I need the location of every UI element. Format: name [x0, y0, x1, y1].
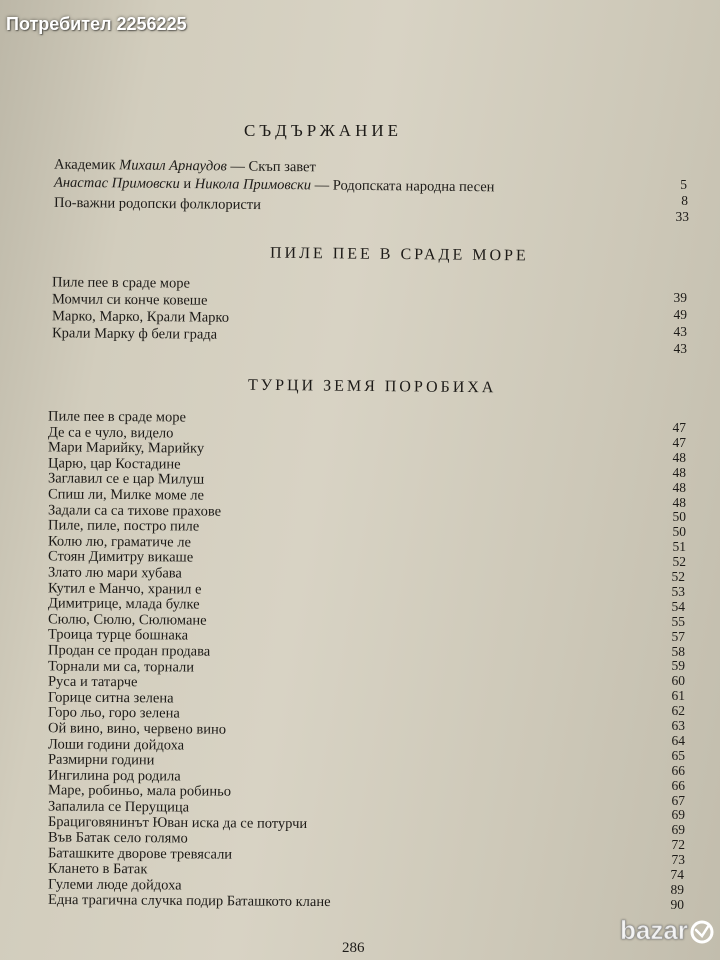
- page-ref: 66: [671, 777, 685, 793]
- page-ref: 60: [671, 673, 685, 689]
- logo-text: bazar: [620, 915, 688, 945]
- page-ref: 58: [671, 643, 685, 659]
- page-ref: 65: [671, 747, 685, 763]
- page-number: 286: [342, 940, 365, 956]
- page-ref: 43: [673, 341, 687, 356]
- song-title: Злато лю мари хубава: [47, 564, 182, 582]
- song-title: Де са е чуло, видело: [47, 424, 174, 442]
- song-title: Размирни години: [47, 751, 155, 769]
- song-title: Запалила се Перущица: [47, 798, 190, 816]
- page-ref: 89: [670, 881, 684, 897]
- page-ref: 48: [672, 494, 686, 510]
- song-title: Марко, Марко, Крали Марко: [51, 308, 230, 326]
- song-title: Спиш ли, Милке моме ле: [47, 486, 204, 504]
- song-title: Пиле пее в сраде море: [51, 274, 191, 292]
- page-ref: 72: [671, 837, 685, 853]
- page-ref: 33: [675, 209, 689, 224]
- song-title: Момчил си конче ковеше: [51, 291, 208, 309]
- entry-text: Академик: [53, 156, 120, 174]
- author-name: Михаил Арнаудов: [119, 157, 227, 175]
- seller-banner: Потребител 2256225: [6, 14, 187, 34]
- author-name: Никола Примовски: [194, 176, 312, 194]
- song-title: Руса и татарче: [47, 673, 138, 691]
- front-entry: [54, 176, 495, 196]
- page-ref: 50: [672, 509, 686, 525]
- song-title: Крали Марку ф бели града: [51, 325, 218, 343]
- page-ref: 57: [671, 628, 685, 644]
- page-ref: 90: [670, 896, 684, 912]
- song-title: Сюлю, Сюлю, Сюлюмане: [47, 611, 207, 629]
- song-title: Колю лю, граматиче ле: [47, 533, 191, 551]
- song-title: Лоши години дойдоха: [47, 736, 185, 754]
- page-ref: 74: [670, 867, 684, 882]
- song-title: Димитрице, млада булке: [47, 595, 200, 613]
- song-title: Стоян Димитру викаше: [47, 548, 194, 566]
- page-ref: 52: [671, 569, 685, 584]
- page-ref: 69: [671, 807, 685, 823]
- page-ref: 53: [671, 583, 685, 599]
- page-ref: 49: [673, 307, 687, 322]
- song-title: Баташките дворове тревясали: [47, 845, 233, 863]
- entry-text: и: [179, 176, 195, 193]
- song-title: Клането в Батак: [47, 861, 148, 878]
- song-title: Брациговянинът Юван иска да се потурчи: [47, 813, 308, 832]
- bazar-logo: [616, 908, 716, 952]
- contents-title: СЪДЪРЖАНИЕ: [244, 121, 403, 140]
- page-ref: 63: [671, 718, 685, 733]
- page-ref: 54: [671, 598, 685, 614]
- song-title: Продан се продан продава: [47, 642, 211, 660]
- page-ref: 51: [672, 539, 686, 555]
- song-title: Ой вино, вино, червено вино: [47, 720, 227, 738]
- author-name: Анастас Примовски: [53, 174, 180, 193]
- page-ref: 48: [672, 449, 686, 465]
- song-title: Горице ситна зелена: [47, 689, 174, 707]
- page-ref: 52: [672, 554, 686, 570]
- song-title: Троица турце бошнака: [47, 626, 189, 644]
- song-title: Кутил е Манчо, хранил е: [47, 579, 202, 598]
- front-entry: [54, 158, 316, 176]
- page-ref: 47: [672, 434, 686, 450]
- song-title: Горо льо, горо зелена: [47, 704, 180, 722]
- song-title: Мари Марийку, Марийку: [47, 439, 205, 457]
- front-entry: [54, 196, 261, 213]
- section1-title: ПИЛЕ ПЕЕ В СРАДЕ МОРЕ: [269, 244, 529, 265]
- song-title: Във Батак селo голямо: [47, 829, 188, 847]
- page-ref: 55: [671, 613, 685, 629]
- page-ref: 8: [681, 193, 688, 208]
- entry-text: По-важни родопски фолклористи: [53, 194, 261, 214]
- page-ref: 69: [671, 822, 685, 838]
- song-title: Маре, робиньо, мала робиньо: [47, 782, 232, 801]
- song-title: Гулеми люде дойдоха: [47, 876, 182, 894]
- page-ref: 43: [673, 324, 687, 339]
- song-title: Пиле, пиле, пострo пиле: [47, 517, 200, 535]
- song-title: Ингилина род родила: [47, 767, 181, 785]
- page-ref: 67: [671, 792, 685, 808]
- page-ref: 50: [672, 524, 686, 540]
- section2-title: ТУРЦИ ЗЕМЯ ПОРОБИХА: [247, 376, 497, 397]
- page-ref: 5: [680, 177, 687, 192]
- song-title: Задали са са тихове прахове: [47, 501, 222, 520]
- song-title: Една трагична случка подир Баташкото клане: [47, 891, 331, 910]
- entry-text: — Родопската народна песен: [310, 177, 495, 196]
- page-ref: 47: [672, 420, 686, 435]
- page-ref: 61: [671, 688, 685, 704]
- entry-text: — Скъп завет: [226, 158, 316, 176]
- song-title: Царю, цар Костадине: [47, 455, 181, 473]
- page-ref: 39: [673, 290, 687, 305]
- page-ref: 64: [671, 732, 685, 748]
- song-title: Заглавил се е цар Милуш: [47, 470, 205, 489]
- song-title: Торнали ми са, торнали: [47, 658, 195, 676]
- page-ref: 59: [671, 658, 685, 674]
- page-ref: 48: [672, 464, 686, 480]
- page-ref: 66: [671, 762, 685, 778]
- page-ref: 73: [671, 852, 685, 868]
- page-ref: 48: [672, 479, 686, 495]
- song-title: Пиле пее в сраде море: [47, 408, 187, 426]
- page-ref: 62: [671, 703, 685, 719]
